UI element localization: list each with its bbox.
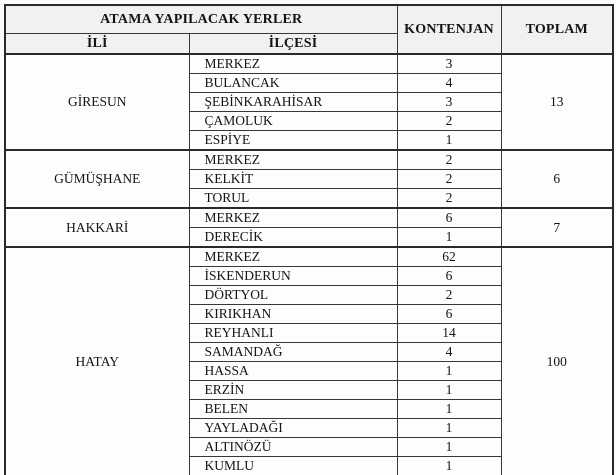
- district-cell: İSKENDERUN: [189, 267, 397, 286]
- province-cell: GÜMÜŞHANE: [5, 150, 189, 208]
- district-cell: MERKEZ: [189, 247, 397, 267]
- quota-cell: 1: [397, 400, 501, 419]
- district-cell: YAYLADAĞI: [189, 419, 397, 438]
- quota-cell: 1: [397, 419, 501, 438]
- district-cell: ŞEBİNKARAHİSAR: [189, 93, 397, 112]
- district-cell: MERKEZ: [189, 150, 397, 170]
- quota-cell: 1: [397, 228, 501, 248]
- district-cell: MERKEZ: [189, 208, 397, 228]
- district-cell: REYHANLI: [189, 324, 397, 343]
- quota-cell: 4: [397, 343, 501, 362]
- quota-cell: 1: [397, 457, 501, 475]
- quota-cell: 6: [397, 208, 501, 228]
- total-cell: 13: [501, 54, 613, 150]
- column-header-toplam: TOPLAM: [501, 5, 613, 54]
- column-header-ilcesi: İLÇESİ: [189, 34, 397, 55]
- table-body: [5, 54, 613, 475]
- district-cell: BELEN: [189, 400, 397, 419]
- district-cell: DERECİK: [189, 228, 397, 248]
- table-row: [5, 208, 613, 228]
- quota-cell: 2: [397, 170, 501, 189]
- quota-cell: 6: [397, 267, 501, 286]
- district-cell: BULANCAK: [189, 74, 397, 93]
- quota-cell: 2: [397, 189, 501, 209]
- province-cell: HAKKARİ: [5, 208, 189, 247]
- column-header-ili: İLİ: [5, 34, 189, 55]
- quota-cell: 6: [397, 305, 501, 324]
- total-cell: 100: [501, 247, 613, 475]
- district-cell: KUMLU: [189, 457, 397, 475]
- district-cell: ALTINÖZÜ: [189, 438, 397, 457]
- district-cell: KELKİT: [189, 170, 397, 189]
- total-cell: 6: [501, 150, 613, 208]
- district-cell: MERKEZ: [189, 54, 397, 74]
- table-title-atama-yapilacak-yerler: ATAMA YAPILACAK YERLER: [5, 5, 397, 34]
- province-cell: GİRESUN: [5, 54, 189, 150]
- table-row: [5, 247, 613, 267]
- district-cell: TORUL: [189, 189, 397, 209]
- quota-cell: 3: [397, 54, 501, 74]
- district-cell: SAMANDAĞ: [189, 343, 397, 362]
- table-row: [5, 150, 613, 170]
- quota-cell: 1: [397, 438, 501, 457]
- district-cell: ERZİN: [189, 381, 397, 400]
- quota-cell: 1: [397, 362, 501, 381]
- quota-cell: 4: [397, 74, 501, 93]
- column-header-kontenjan: KONTENJAN: [397, 5, 501, 54]
- district-cell: ÇAMOLUK: [189, 112, 397, 131]
- quota-cell: 2: [397, 150, 501, 170]
- table-row: [5, 54, 613, 74]
- quota-cell: 2: [397, 112, 501, 131]
- quota-cell: 1: [397, 131, 501, 151]
- quota-cell: 2: [397, 286, 501, 305]
- quota-cell: 62: [397, 247, 501, 267]
- district-cell: ESPİYE: [189, 131, 397, 151]
- quota-cell: 1: [397, 381, 501, 400]
- district-cell: KIRIKHAN: [189, 305, 397, 324]
- district-cell: DÖRTYOL: [189, 286, 397, 305]
- district-cell: HASSA: [189, 362, 397, 381]
- table-header: [5, 5, 613, 54]
- assignment-quota-table: [4, 4, 614, 475]
- total-cell: 7: [501, 208, 613, 247]
- quota-cell: 3: [397, 93, 501, 112]
- quota-cell: 14: [397, 324, 501, 343]
- province-cell: HATAY: [5, 247, 189, 475]
